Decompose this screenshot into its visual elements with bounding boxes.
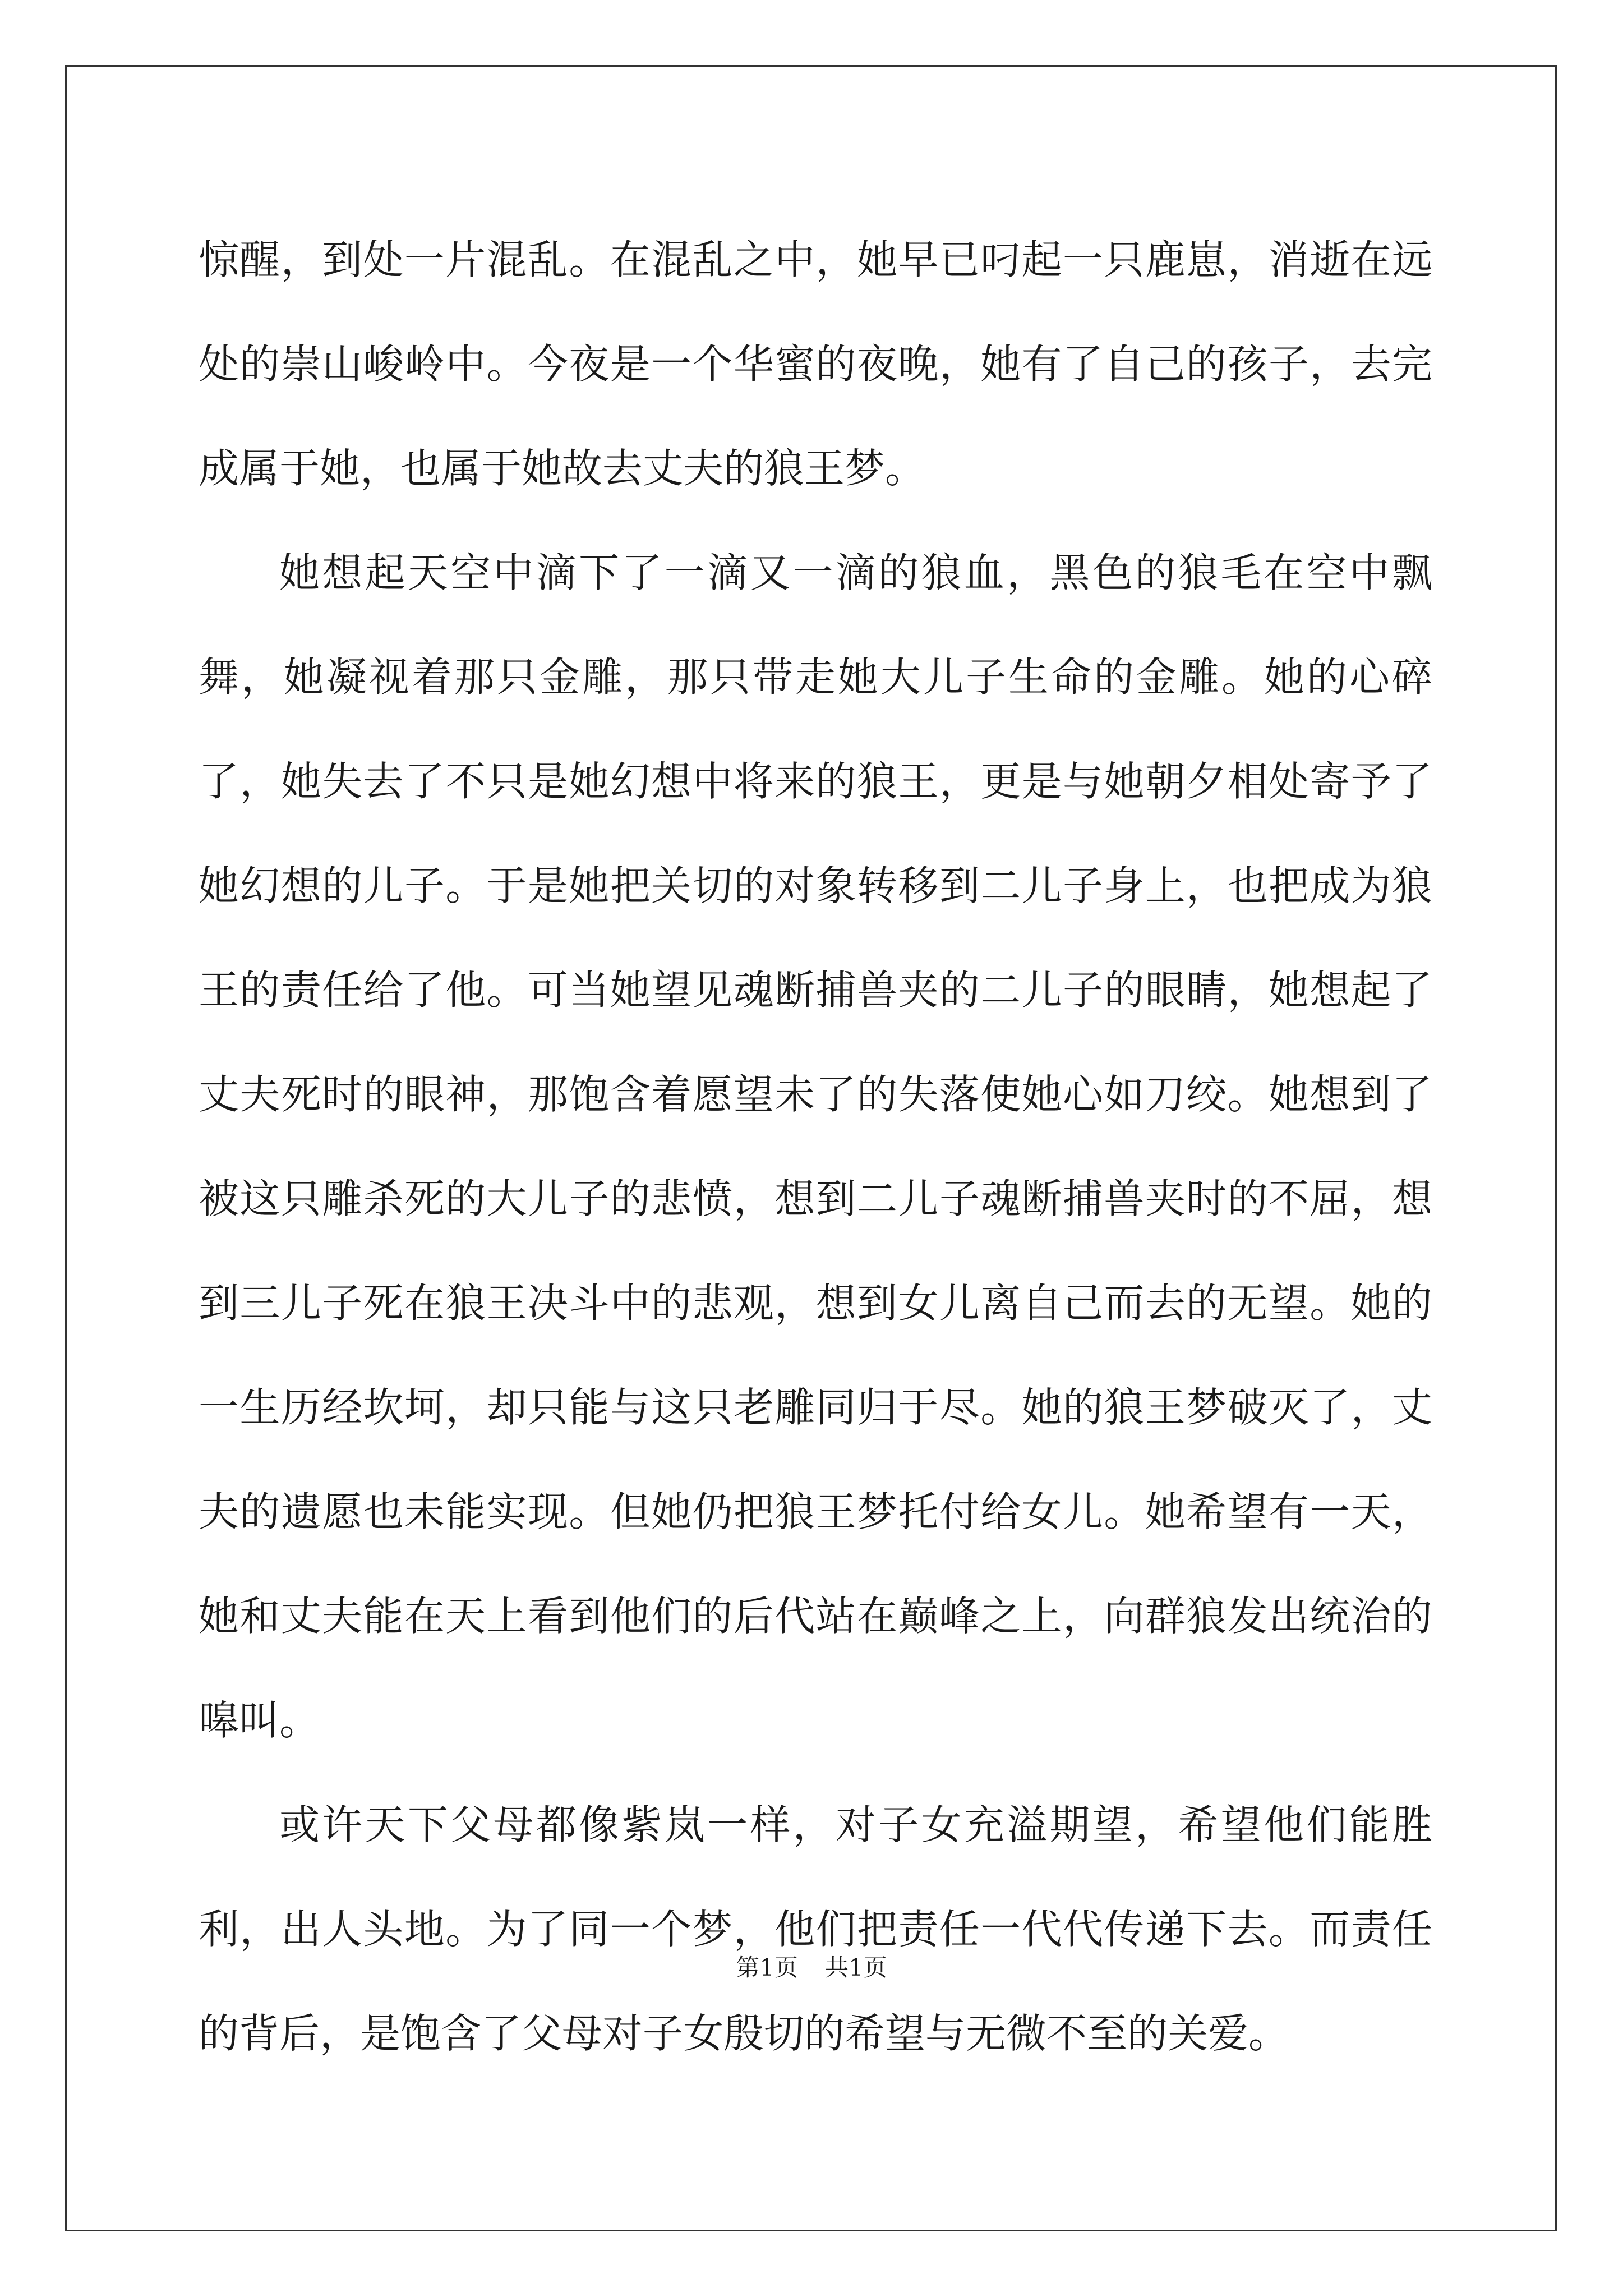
document-body <box>199 208 1432 2086</box>
paragraph-3: 或许天下父母都像紫岚一样，对子女充溢期望，希望他们能胜利，出人头地。为了同一个梦，他们把责任一代代传递下去。而责任的背后，是饱含了父母对子女殷切的希望与无微不至的关爱。 <box>199 1801 1432 2057</box>
page-number-current: 第1页 <box>736 1954 798 1981</box>
page-footer <box>0 1949 1623 1983</box>
paragraph-1: 惊醒，到处一片混乱。在混乱之中，她早已叼起一只鹿崽，消逝在远处的崇山峻岭中。今夜是一个华蜜的夜晚，她有了自己的孩子，去完成属于她，也属于她故去丈夫的狼王梦。 <box>199 236 1432 492</box>
paragraph-2: 她想起天空中滴下了一滴又一滴的狼血，黑色的狼毛在空中飘舞，她凝视着那只金雕，那只带走她大儿子生命的金雕。她的心碎了，她失去了不只是她幻想中将来的狼王，更是与她朝夕相处寄予了她幻想的儿子。于是她把关切的对象转移到二儿子身上，也把成为狼王的责任给了他。可当她望见魂断捕兽夹的二儿子的眼睛，她想起了丈夫死时的眼神，那饱含着愿望未了的失落使她心如刀绞。她想到了被这只雕杀死的大儿子的悲愤，想到二儿子魂断捕兽夹时的不屈，想到三儿子死在狼王决斗中的悲观，想到女儿离自己而去的无望。她的一生历经坎坷，却只能与这只老雕同归于尽。她的狼王梦破灭了，丈夫的遗愿也未能实现。但她仍把狼王梦托付给女儿。她希望有一天，她和丈夫能在天上看到他们的后代站在巅峰之上，向群狼发出统治的嗥叫。 <box>199 549 1432 1744</box>
page-number-total: 共1页 <box>825 1954 887 1981</box>
